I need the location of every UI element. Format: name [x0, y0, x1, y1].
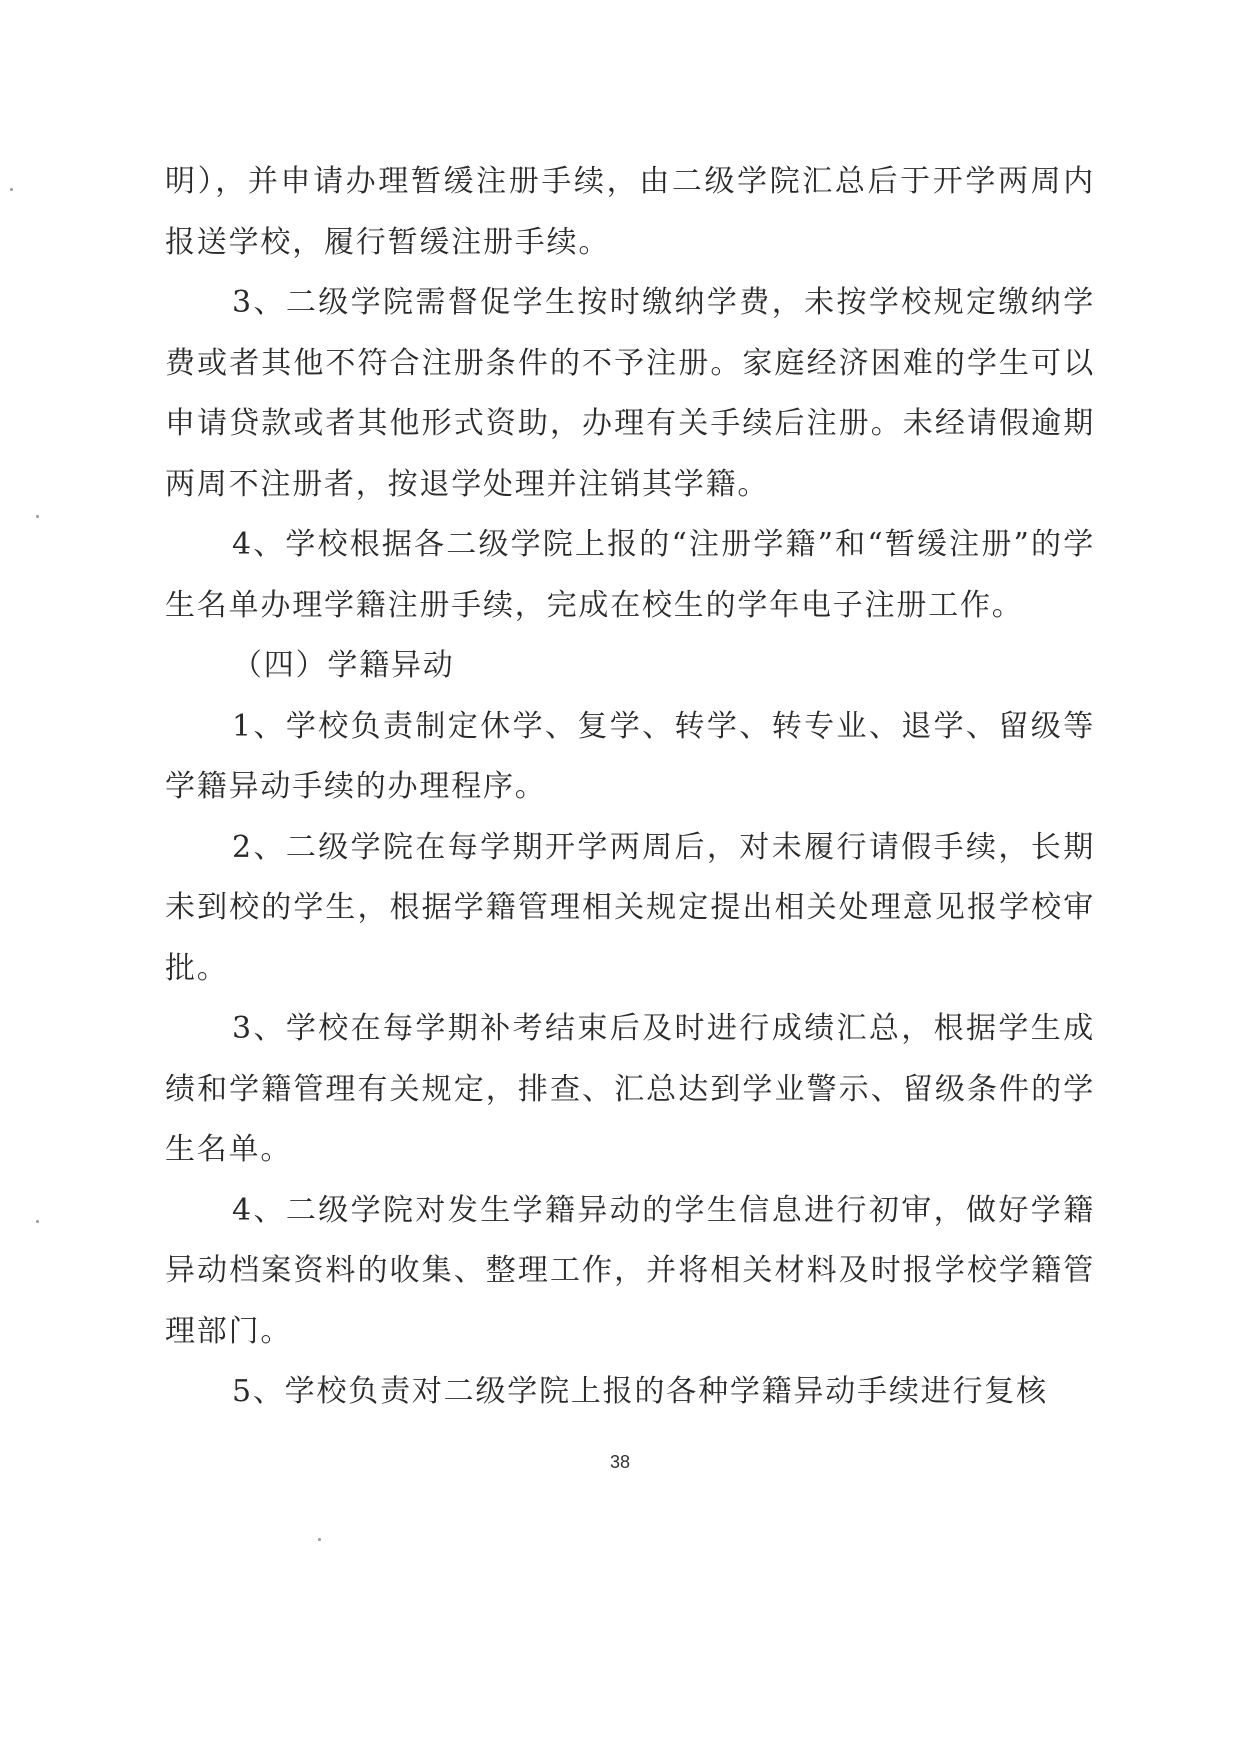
scan-speck: [36, 515, 39, 518]
paragraph-status-change-item-5: 5、学校负责对二级学院上报的各种学籍异动手续进行复核: [232, 1374, 1048, 1409]
document-body: [165, 152, 1095, 1423]
paragraph-status-change-item-4: 4、二级学院对发生学籍异动的学生信息进行初审，做好学籍异动档案资料的收集、整理工作，并将相关材料及时报学校学籍管理部门。: [165, 1192, 1095, 1349]
paragraph-status-change-item-2: 2、二级学院在每学期开学两周后，对未履行请假手续，长期未到校的学生，根据学籍管理相关规定提出相关处理意见报学校审批。: [165, 829, 1095, 986]
page-number: 38: [609, 1452, 631, 1472]
section-heading-status-change: （四）学籍异动: [232, 648, 455, 683]
paragraph-status-change-item-1: 1、学校负责制定休学、复学、转学、转专业、退学、留级等学籍异动手续的办理程序。: [165, 708, 1095, 804]
paragraph-deferred-registration-continued: 明），并申请办理暂缓注册手续，由二级学院汇总后于开学两周内报送学校，履行暂缓注册手续。: [165, 164, 1095, 260]
scan-speck: [36, 1220, 39, 1223]
paragraph-status-change-item-3: 3、学校在每学期补考结束后及时进行成绩汇总，根据学生成绩和学籍管理有关规定，排查、汇总达到学业警示、留级条件的学生名单。: [165, 1011, 1095, 1167]
scan-speck: [318, 1538, 321, 1541]
paragraph-item-3-tuition: 3、二级学院需督促学生按时缴纳学费，未按学校规定缴纳学费或者其他不符合注册条件的不予注册。家庭经济困难的学生可以申请贷款或者其他形式资助，办理有关手续后注册。未经请假逾期两周不注册者，按退学处理并注销其学籍。: [165, 285, 1095, 502]
paragraph-item-4-registration: 4、学校根据各二级学院上报的“注册学籍”和“暂缓注册”的学生名单办理学籍注册手续，完成在校生的学年电子注册工作。: [165, 527, 1095, 623]
scan-speck: [10, 188, 13, 191]
